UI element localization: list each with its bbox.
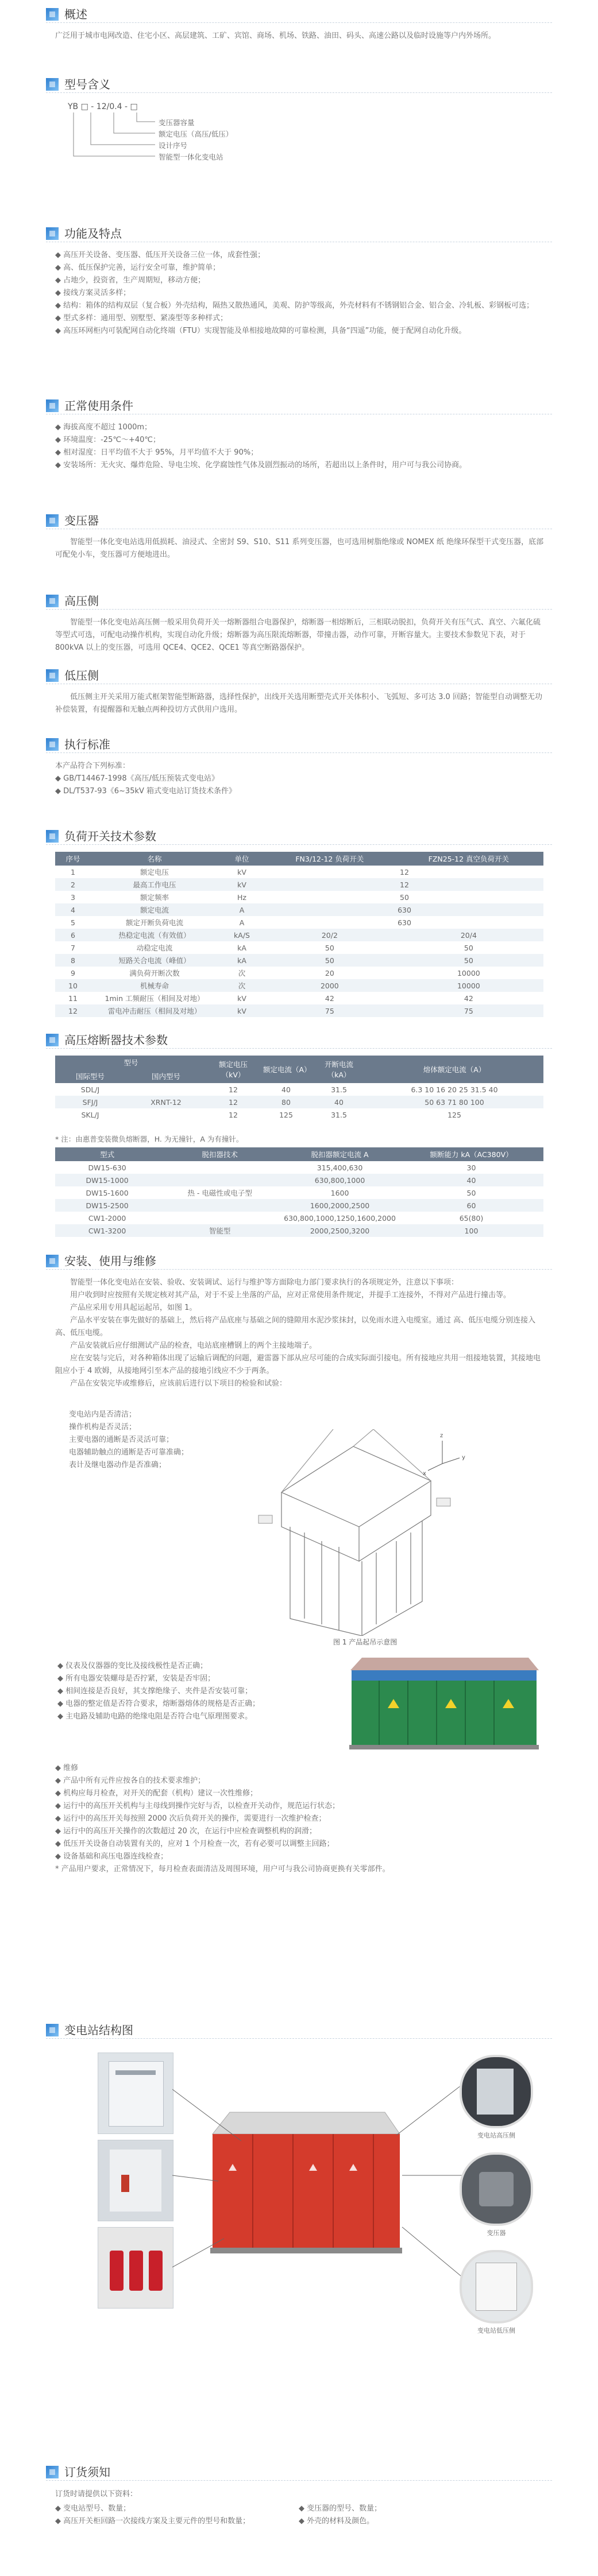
table-cell: 动稳定电流 — [91, 941, 218, 954]
table-header: 单位 — [218, 852, 265, 866]
svg-text:y: y — [462, 1454, 465, 1461]
circle-label: 变电站低压侧 — [477, 2327, 515, 2334]
circle-label: 变压器 — [487, 2229, 506, 2237]
table-cell: A — [218, 916, 265, 929]
section-marker-icon — [46, 78, 59, 91]
section-marker-icon — [46, 514, 59, 527]
list-item: * 产品用户要求，正常情况下，每月检查表面清洁及周围环境，用户可与我公司协商更换有关零部件。 — [55, 1865, 390, 1873]
section-model — [0, 75, 598, 161]
transformer-circle — [460, 2152, 533, 2226]
section-title: 变压器 — [64, 514, 99, 527]
table-cell: 5 — [55, 916, 91, 929]
model-item: 设计序号 — [159, 141, 188, 150]
section-title: 执行标准 — [64, 738, 110, 751]
list-item: ◆ 海拔高度不超过 1000m； — [55, 423, 152, 432]
table-cell: 50 — [265, 954, 394, 967]
model-code: YB □ - 12/0.4 - □ — [68, 102, 138, 111]
table-header: 额断能力 kA（AC380V） — [399, 1147, 543, 1161]
section-marker-icon — [46, 8, 59, 21]
list-item: ◆ 设备基础和高压电器连线检查； — [55, 1852, 168, 1861]
list-item: ◆ 低压开关设备自动装置有关的，应对 1 个月检查一次，若有必要可以调整主回路； — [55, 1840, 334, 1848]
list-item: ◆ 相对湿度：日平均值不大于 95%，月平均值不大于 90%； — [55, 448, 259, 457]
table-cell: 31.5 — [312, 1108, 365, 1121]
table-cell: SFJ/J — [55, 1096, 125, 1108]
table-row — [55, 979, 543, 992]
table-row — [55, 916, 543, 929]
table-cell: 630,800,1000,1250,1600,2000 — [280, 1212, 399, 1224]
maint-title: ◆ 维修 — [55, 1764, 79, 1772]
table-cell: 12 — [207, 1108, 260, 1121]
list-item: ◆ 外壳的材料及颜色。 — [299, 2517, 375, 2525]
table-row — [55, 1174, 543, 1186]
fuse-note: * 注：由惠普变装微负熔断器，H. 为无撞针，A 为有撞针。 — [55, 1135, 244, 1143]
table-row — [55, 1096, 543, 1108]
lv-breaker-table — [55, 1147, 543, 1237]
table-header: 脱扣器技术 — [159, 1147, 280, 1161]
list-item: ◆ 占地少，投资省，生产周期短，移动方便； — [55, 276, 206, 285]
table-cell: kV — [218, 1004, 265, 1017]
table-cell — [125, 1083, 207, 1096]
list-item: ◆ 接线方案灵活多样； — [55, 289, 131, 297]
table-cell: DW15-1600 — [55, 1186, 159, 1199]
lv-text: 低压侧主开关采用万能式框架智能型断路器，选择性保护，出线开关选用断塑壳式开关体积小、飞弧短、多可达 3.0 回路；智能型自动调整无功补偿装置，有提醒器和无触点两种投切方式供用户选用。 — [55, 693, 542, 714]
section-title: 变电站结构图 — [64, 2023, 133, 2037]
table-row — [55, 954, 543, 967]
section-title: 高压熔断器技术参数 — [64, 1033, 168, 1047]
table-body — [55, 866, 543, 1017]
table-cell: 20/4 — [394, 929, 543, 941]
table-header: FZN25-12 真空负荷开关 — [394, 852, 543, 866]
list-item: ◆ 高压开关设备、变压器、低压开关设备三位一体，成套性强； — [55, 251, 265, 259]
table-cell: 12 — [207, 1096, 260, 1108]
table-row — [55, 992, 543, 1004]
section-title: 低压侧 — [64, 669, 99, 682]
table-cell: 125 — [260, 1108, 312, 1121]
maintenance — [55, 1762, 546, 1876]
install-checks: 变电站内是否清洁； 操作机构是否灵活； 主要电器的通断是否灵活可靠； 电器辅助触点的通断是否可靠准确； 表计及继电器动作是否准确； — [69, 1410, 189, 1469]
table-row — [55, 941, 543, 954]
table-cell: 额定电压 — [91, 866, 218, 878]
section-marker-icon — [46, 2024, 59, 2036]
table-cell — [159, 1212, 280, 1224]
table-cell: DW15-1000 — [55, 1174, 159, 1186]
section-install — [0, 1251, 598, 1873]
section-title: 高压侧 — [64, 594, 99, 608]
table-cell: SKL/J — [55, 1108, 125, 1121]
table-cell: 满负荷开断次数 — [91, 967, 218, 979]
table-cell: 315,400,630 — [280, 1161, 399, 1174]
table-cell: DW15-2500 — [55, 1199, 159, 1212]
list-item: ◆ 高、低压保护完善，运行安全可靠，维护简单； — [55, 263, 221, 272]
table-cell: kV — [218, 992, 265, 1004]
table-cell: 额定电流 — [91, 903, 218, 916]
table-cell: 12 — [207, 1083, 260, 1096]
table-cell — [159, 1199, 280, 1212]
table-cell: 65(80) — [399, 1212, 543, 1224]
table-cell: 2 — [55, 878, 91, 891]
table-cell: 60 — [399, 1199, 543, 1212]
table-cell — [159, 1174, 280, 1186]
table-cell: 7 — [55, 941, 91, 954]
table-header: 熔体额定电流（A） — [365, 1056, 543, 1083]
list-item: ◆ 所有电器安装螺母是否拧紧，安装是否牢固； — [57, 1674, 215, 1683]
table-cell: 630 — [265, 903, 543, 916]
list-item: ◆ 环境温度：-25℃～+40℃； — [55, 436, 161, 444]
table-cell: 12 — [55, 1004, 91, 1017]
table-cell: A — [218, 903, 265, 916]
list-item: ◆ 型式多样：通用型、别墅型、紧凑型等多种样式； — [55, 314, 228, 323]
table-cell: 热 - 电磁性或电子型 — [159, 1186, 280, 1199]
table-cell: 30 — [399, 1161, 543, 1174]
model-item: 智能型一体化变电站 — [159, 153, 223, 161]
model-item: 变压器容量 — [159, 118, 195, 127]
table-cell: 3 — [55, 891, 91, 903]
table-row — [55, 1004, 543, 1017]
section-features — [0, 224, 598, 335]
list-item: ◆ 产品中所有元件应按各自的技术要求维护； — [55, 1776, 206, 1785]
list-item: ◆ 变电站型号、数量； — [55, 2504, 131, 2513]
section-fuse — [0, 1030, 598, 1235]
table-cell: CW1-2000 — [55, 1212, 159, 1224]
table-cell: 10000 — [394, 967, 543, 979]
table-cell: 20/2 — [265, 929, 394, 941]
table-cell: 雷电冲击耐压（相间及对地） — [91, 1004, 218, 1017]
svg-text:x: x — [423, 1471, 426, 1477]
table-cell: 次 — [218, 967, 265, 979]
section-conditions — [0, 396, 598, 470]
table-cell: kV — [218, 878, 265, 891]
section-marker-icon — [46, 2466, 59, 2478]
table-row — [55, 878, 543, 891]
svg-text:z: z — [440, 1433, 443, 1439]
section-marker-icon — [46, 1034, 59, 1046]
table-row — [55, 967, 543, 979]
table-cell: 40 — [312, 1096, 365, 1108]
model-item: 额定电压（高压/低压） — [159, 130, 233, 138]
table-cell: kA — [218, 954, 265, 967]
table-cell: 机械寿命 — [91, 979, 218, 992]
table-row — [55, 1186, 543, 1199]
table-header: 国际型号 — [55, 1069, 125, 1083]
section-load-switch — [0, 827, 598, 1015]
table-header: 名称 — [91, 852, 218, 866]
table-cell: 125 — [365, 1108, 543, 1121]
table-cell: 630 — [265, 916, 543, 929]
lv-circle — [460, 2250, 533, 2323]
circle-label: 变电站高压侧 — [477, 2132, 515, 2139]
section-layout — [0, 2020, 598, 2334]
table-cell: 11 — [55, 992, 91, 1004]
list-item: ◆ GB/T14467-1998《高压/低压预装式变电站》 — [55, 774, 219, 783]
features-list — [55, 249, 546, 337]
standards-list — [55, 760, 546, 798]
table-cell: 75 — [394, 1004, 543, 1017]
table-cell: 75 — [265, 1004, 394, 1017]
table-header: 脱扣器额定电流 A — [280, 1147, 399, 1161]
table-header: 额定电流（A） — [260, 1056, 312, 1083]
list-item: ◆ 结构：箱体的结构双层（复合板）外壳结构，隔热又散热通风，美观、防护等级高，外壳材料有不锈钢铝合金、铝合金、冷轧板、彩钢板可选； — [55, 301, 534, 310]
table-cell: 6.3 10 16 20 25 31.5 40 — [365, 1083, 543, 1096]
fuse-table — [55, 1056, 543, 1121]
list-item: ◆ 相间连接是否良好，其支撑绝缘子、夹件是否安装可靠； — [57, 1687, 253, 1696]
table-cell: 1min 工频耐压（相间及对地） — [91, 992, 218, 1004]
table-row — [55, 891, 543, 903]
table-cell: 8 — [55, 954, 91, 967]
table-cell: 100 — [399, 1224, 543, 1237]
table-cell: 2000,2500,3200 — [280, 1224, 399, 1237]
table-cell: 6 — [55, 929, 91, 941]
table-cell: SDL/J — [55, 1083, 125, 1096]
section-marker-icon — [46, 399, 59, 412]
list-item: ◆ 主电路及辅助电路的绝缘电阻是否符合电气原理图要求。 — [57, 1712, 253, 1721]
table-header: 型号 — [55, 1056, 207, 1069]
section-lv — [0, 666, 598, 714]
table-cell: XRNT-12 — [125, 1096, 207, 1108]
section-title: 正常使用条件 — [64, 399, 133, 413]
table-header: 开断电流（kA） — [312, 1056, 365, 1083]
section-standards — [0, 735, 598, 796]
list-item: ◆ 电器的整定值是否符合要求，熔断器熔体的规格是否正确； — [57, 1700, 260, 1708]
order-intro: 订货时请提供以下资料： — [55, 2490, 138, 2499]
table-cell: CW1-3200 — [55, 1224, 159, 1237]
table-cell: 额定频率 — [91, 891, 218, 903]
breaker-photo — [98, 2227, 173, 2309]
section-marker-icon — [46, 227, 59, 240]
table-cell: 10000 — [394, 979, 543, 992]
section-marker-icon — [46, 595, 59, 607]
section-title: 型号含义 — [64, 77, 110, 91]
list-item: ◆ 运行中的高压开关机构与主母线到操作完好与否，以检查开关动作，规范运行状态； — [55, 1802, 340, 1810]
section-title: 概述 — [64, 7, 87, 21]
section-title: 功能及特点 — [64, 227, 122, 240]
table-body — [55, 1083, 543, 1121]
table-header: 序号 — [55, 852, 91, 866]
figure-caption: 图 1 产品起吊示意图 — [333, 1638, 398, 1646]
table-cell: 630,800,1000 — [280, 1174, 399, 1186]
section-overview — [0, 5, 598, 40]
table-row — [55, 929, 543, 941]
table-cell: 80 — [260, 1096, 312, 1108]
transformer-text: 智能型一体化变电站选用低损耗、油浸式、全密封 S9、S10、S11 系列变压器，也可选用树脂绝缘或 NOMEX 纸 绝缘环保型干式变压器，底部可配免小车，变压器可方便地进出。 — [55, 538, 544, 559]
table-cell: 50 — [399, 1186, 543, 1199]
table-row — [55, 1224, 543, 1237]
section-title: 安装、使用与维修 — [64, 1254, 156, 1268]
list-item: ◆ 运行中的高压开关每按照 2000 次后负荷开关的操作，需要进行一次维护检查； — [55, 1814, 326, 1823]
table-cell: 智能型 — [159, 1224, 280, 1237]
list-item: ◆ 运行中的高压开关操作的次数超过 20 次，在运行中应检查调整机构的润滑； — [55, 1827, 317, 1836]
list-item: ◆ 高压环网柜内可装配网自动化终端（FTU）实现智能及单相接地故障的可靠检测，具备“四遥”功能，便于配网自动化升级。 — [55, 327, 466, 335]
table-cell: 10 — [55, 979, 91, 992]
table-row — [55, 1108, 543, 1121]
table-cell: 40 — [399, 1174, 543, 1186]
cabinet-photo — [98, 2053, 173, 2134]
table-cell: 2000 — [265, 979, 394, 992]
table-cell: 12 — [265, 878, 543, 891]
table-cell: 最高工作电压 — [91, 878, 218, 891]
table-body — [55, 1161, 543, 1237]
table-cell: 热稳定电流（有效值） — [91, 929, 218, 941]
table-cell: 1 — [55, 866, 91, 878]
overview-text: 广泛用于城市电网改造、住宅小区、高层建筑、工矿、宾馆、商场、机场、铁路、油田、码头、高速公路以及临时设施等户内外场所。 — [55, 32, 496, 40]
conditions-list — [55, 421, 546, 472]
table-cell: 40 — [260, 1083, 312, 1096]
table-row — [55, 1212, 543, 1224]
section-transformer — [0, 511, 598, 559]
table-cell: 42 — [394, 992, 543, 1004]
list-item: ◆ 高压开关柜回路一次接线方案及主要元件的型号和数量； — [55, 2517, 250, 2525]
product-photo — [345, 1653, 540, 1751]
section-order — [0, 2462, 598, 2525]
section-marker-icon — [46, 830, 59, 843]
list-item: ◆ 变压器的型号、数量； — [299, 2504, 382, 2513]
table-cell: 12 — [265, 866, 543, 878]
table-cell: 42 — [265, 992, 394, 1004]
table-cell — [125, 1108, 207, 1121]
table-cell: kV — [218, 866, 265, 878]
table-row — [55, 1161, 543, 1174]
table-cell: 50 — [394, 954, 543, 967]
list-item: ◆ 安装场所：无火灾、爆炸危险、导电尘埃、化学腐蚀性气体及剧烈振动的场所，若超出以上条件时，用户可与我公司协商。 — [55, 461, 467, 470]
table-cell: 短路关合电流（峰值） — [91, 954, 218, 967]
section-marker-icon — [46, 738, 59, 751]
table-cell: 额定开断负荷电流 — [91, 916, 218, 929]
table-cell: 31.5 — [312, 1083, 365, 1096]
list-item: ◆ DL/T537-93《6~35kV 箱式变电站订货技术条件》 — [55, 787, 237, 796]
install-checks-2 — [57, 1660, 276, 1723]
lifting-diagram — [247, 1429, 471, 1647]
section-marker-icon — [46, 1255, 59, 1267]
table-row — [55, 866, 543, 878]
table-cell: 50 — [265, 891, 543, 903]
table-cell: 4 — [55, 903, 91, 916]
table-cell: 20 — [265, 967, 394, 979]
table-cell: kA/S — [218, 929, 265, 941]
table-cell: DW15-630 — [55, 1161, 159, 1174]
section-marker-icon — [46, 669, 59, 682]
table-row — [55, 903, 543, 916]
table-row — [55, 1199, 543, 1212]
table-header: 国内型号 — [125, 1069, 207, 1083]
table-cell: 50 — [265, 941, 394, 954]
table-cell: 50 63 71 80 100 — [365, 1096, 543, 1108]
table-header: 型式 — [55, 1147, 159, 1161]
table-header: 额定电压（kV） — [207, 1056, 260, 1083]
table-cell — [159, 1161, 280, 1174]
section-title: 负荷开关技术参数 — [64, 829, 156, 843]
section-hv — [0, 591, 598, 652]
table-cell: 9 — [55, 967, 91, 979]
table-cell: Hz — [218, 891, 265, 903]
standards-intro: 本产品符合下列标准： — [55, 762, 130, 770]
hv-text: 智能型一体化变电站高压侧一般采用负荷开关一熔断器组合电器保护，熔断器一相熔断后，三相联动脱扣，负荷开关有压气式、真空、六氟化硫等型式可选，可配电动操作机构，实现自动化升级；熔断器为高压限流熔断器，带撞击器，动作可靠，开断容量大。主要技术参数见下表，对于 800kVA 以上的变压器，可选用 QCE4、QCE2、QCE1 等真空断路器保护。 — [55, 618, 541, 652]
list-item: ◆ 仪表及仪器器的变比及接线极性是否正确； — [57, 1662, 208, 1670]
list-item: ◆ 机构应每月检查，对开关的配套（机构）建议一次性维修； — [55, 1789, 258, 1798]
table-cell: kA — [218, 941, 265, 954]
switchgear-photo — [98, 2140, 173, 2221]
install-paras: 智能型一体化变电站在安装、验收、安装调试、运行与维护等方面除电力部门要求执行的各项规定外，注意以下事项： 用户收到时应按照有关规定核对其产品，对于不妥上坐落的产品，应对正常使用条件规定，并提手工连接外，不得对产品进行撞击等。 产品应采用专用具起运起吊，如图 1。 产品水平安装在事先做好的基础上，然后将产品底座与基础之间的缝隙用水泥沙浆抹封，以免雨水进入电缆室。通过 高、低压电缆分别连接入高、低压电缆。 产品安装就后应仔细测试产品的检查，电站底座槽钢上的两个主接地端子。 应在安装与完后，对各种箱体出现了运输后调配的问题，避雷器下部从应尽可能的合成实际面引接电。所有接地应共用一组接地装置，其接地电阻应小于 4 欧姆，从接地网引至本产品的接地引线应不少于两条。 产品在安装完毕或维修后，应该前后进行以下项目的检验和试验： — [55, 1278, 541, 1388]
table-header: FN3/12-12 负荷开关 — [265, 852, 394, 866]
table-cell: 1600 — [280, 1186, 399, 1199]
table-cell: 次 — [218, 979, 265, 992]
hv-circle — [460, 2055, 533, 2128]
load-switch-table — [55, 852, 543, 1017]
table-cell: 1600,2000,2500 — [280, 1199, 399, 1212]
callout-lines — [172, 2055, 471, 2319]
table-cell: 50 — [394, 941, 543, 954]
table-row — [55, 1083, 543, 1096]
section-title: 订货须知 — [64, 2465, 110, 2479]
